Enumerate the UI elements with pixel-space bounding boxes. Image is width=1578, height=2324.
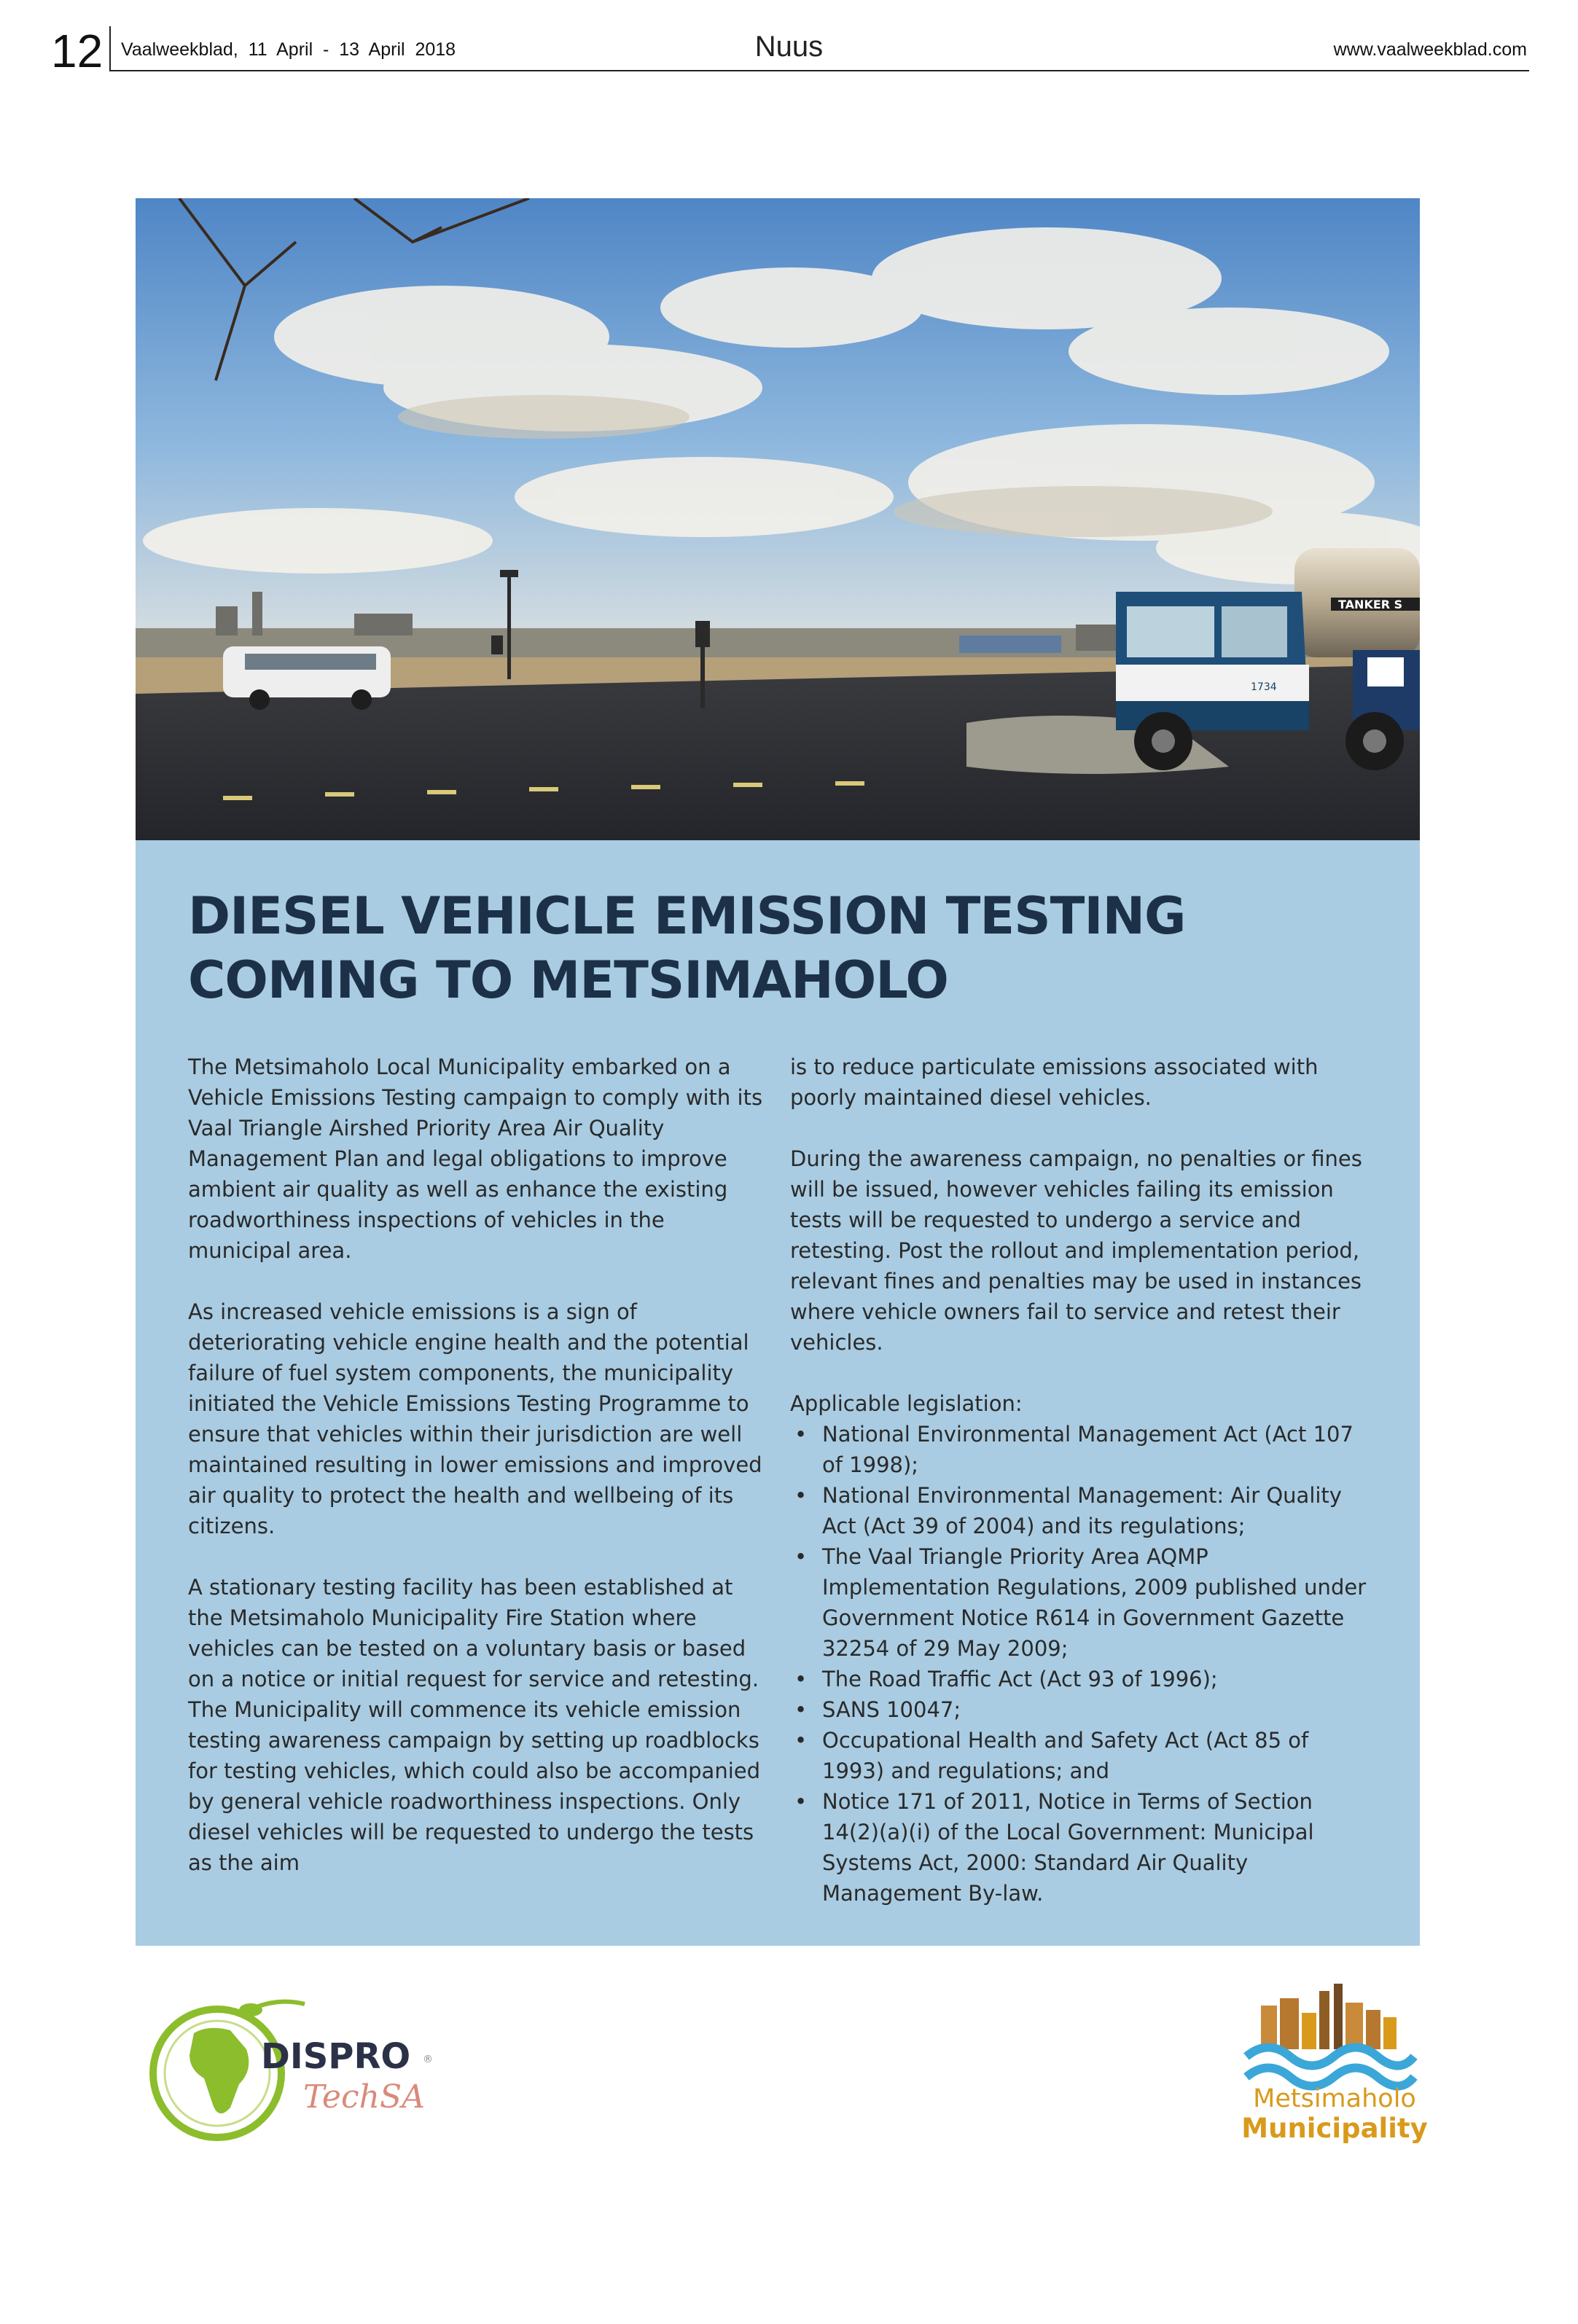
metsimaholo-logo-graphic [1232, 1984, 1429, 2093]
publication-date: Vaalweekblad, 11 April - 13 April 2018 [121, 39, 456, 60]
headline-line-2: COMING TO METSIMAHOLO [188, 950, 948, 1010]
metsimaholo-name: Metsimaholo [1253, 2084, 1416, 2113]
dispro-wordmark: DISPRO [261, 2036, 411, 2077]
article-headline [188, 884, 1186, 1012]
municipality-name: Municipality [1241, 2113, 1428, 2144]
list-item: • Occupational Health and Safety Act (Act 85 of 1993) and regulations; and [790, 1725, 1373, 1786]
svg-text:®: ® [423, 2054, 433, 2065]
techsa-wordmark: TechSA [303, 2078, 425, 2116]
truck-tank-label: TANKER S [1338, 598, 1403, 611]
dispro-logo-graphic [137, 1982, 472, 2150]
website-url: www.vaalweekblad.com [1333, 39, 1527, 60]
truck-badge: 1734 [1251, 681, 1277, 693]
list-item: • National Environmental Management Act (Act 107 of 1998); [790, 1419, 1373, 1480]
dispro-techsa-logo [137, 1982, 472, 2150]
road-scene-illustration [136, 198, 1420, 840]
paragraph: As increased vehicle emissions is a sign of deteriorating vehicle engine health and the potential failure of fuel system components, the municipality initiated the Vehicle Emissions Testing Programme to ensure that vehicles within their jurisdiction are well maintained resulting in lower emissions and improved air quality to protect the health and wellbeing of its citizens. [188, 1299, 762, 1538]
list-item: • Notice 171 of 2011, Notice in Terms of Section 14(2)(a)(i) of the Local Government: Municipal Systems Act, 2000: Standard Air Quality Management By-law. [790, 1786, 1373, 1909]
page-number: 12 [51, 25, 103, 77]
paragraph: is to reduce particulate emissions associated with poorly maintained diesel vehicles. [790, 1055, 1319, 1110]
paragraph: A stationary testing facility has been established at the Metsimaholo Municipality Fire Station where vehicles can be tested on a voluntary basis or based on a notice or initial request for service and retesting. The Municipality will commence its vehicle emission testing awareness campaign by setting up roadblocks for testing vehicles, which could also be accompanied by general vehicle roadworthiness inspections. Only diesel vehicles will be requested to undergo the tests as the aim [188, 1575, 761, 1875]
list-item: • SANS 10047; [790, 1694, 1373, 1725]
headline-line-1: DIESEL VEHICLE EMISSION TESTING [188, 886, 1186, 946]
article-column-right [790, 1052, 1373, 1909]
article-panel [136, 840, 1420, 1946]
paragraph: The Metsimaholo Local Municipality embarked on a Vehicle Emissions Testing campaign to comply with its Vaal Triangle Airshed Priority Area Air Quality Management Plan and legal obligations to improve ambient air quality as well as enhance the existing roadworthiness inspections of vehicles in the municipal area. [188, 1055, 763, 1263]
list-item: • National Environmental Management: Air Quality Act (Act 39 of 2004) and its regulations; [790, 1480, 1373, 1541]
paragraph: During the awareness campaign, no penalties or fines will be issued, however vehicles failing its emission tests will be requested to undergo a service and retesting. Post the rollout and implementation period, relevant fines and penalties may be used in instances where vehicle owners fail to service and retest their vehicles. [790, 1146, 1362, 1355]
legislation-heading: Applicable legislation: [790, 1391, 1023, 1416]
list-item: • The Vaal Triangle Priority Area AQMP Implementation Regulations, 2009 published under Government Notice R614 in Government Gazette 32254 of 29 May 2009; [790, 1541, 1373, 1664]
metsimaholo-wordmark [1229, 2084, 1440, 2144]
legislation-list [790, 1419, 1373, 1909]
list-item: • The Road Traffic Act (Act 93 of 1996); [790, 1664, 1373, 1694]
header-rule [109, 70, 1529, 71]
hero-photo [136, 198, 1420, 840]
section-name: Nuus [754, 31, 824, 63]
article-column-left [188, 1052, 764, 1878]
